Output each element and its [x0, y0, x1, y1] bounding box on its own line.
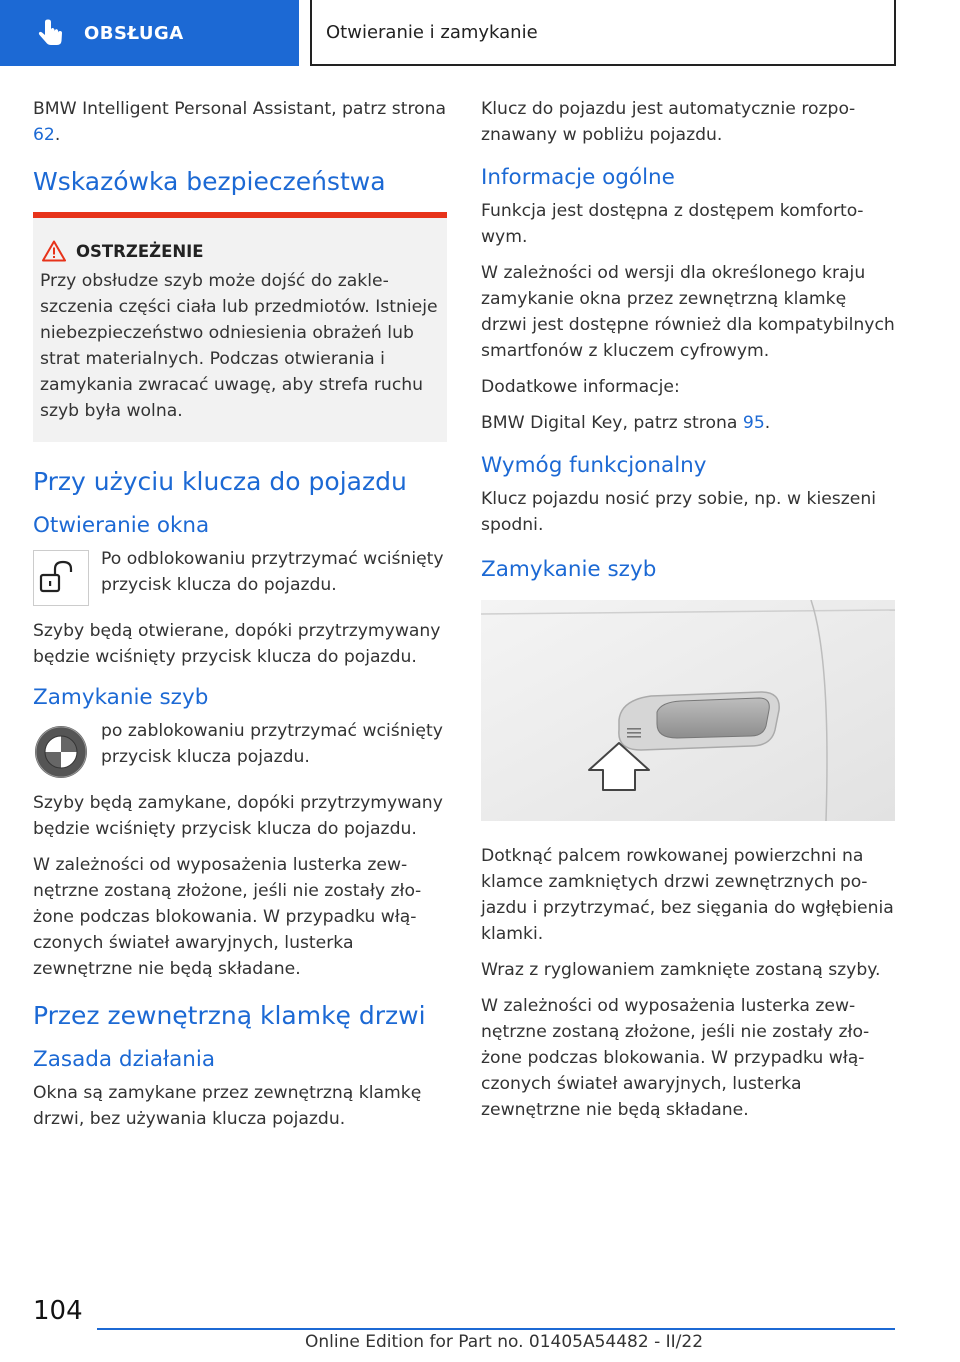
key-heading: Przy użyciu klucza do pojazdu: [33, 467, 407, 496]
warning-title: OSTRZEŻENIE: [76, 241, 204, 261]
footer-edition: Online Edition for Part no. 01405A54482 - II/22: [305, 1332, 704, 1352]
chapter-header: [310, 0, 896, 66]
warning-triangle-icon: [42, 240, 66, 262]
mirror-text-right: W zależności od wyposażenia lusterka zewnętrzne zostaną złożone, jeśli nie zostały złożone podczas blokowania. W przypadku włączonych świateł awaryjnych, lusterka zewnętrzne nie będą składane.: [481, 996, 870, 1120]
unlock-padlock-icon: [33, 550, 89, 606]
chapter-title: Otwieranie i zamykanie: [326, 21, 538, 43]
digital-key-end: .: [764, 413, 771, 433]
intro-end: .: [54, 125, 61, 145]
unlock-instruction: [33, 546, 447, 606]
intro-paragraph: [33, 96, 447, 148]
section-tab: [0, 0, 299, 66]
lock-text: Wraz z ryglowaniem zamknięte zostaną szyby.: [481, 960, 881, 980]
lock-instruction-text: po zablokowaniu przytrzymać wciśnięty przycisk klucza pojazdu.: [101, 721, 443, 767]
close-windows-heading-right: Zamykanie szyb: [481, 557, 657, 582]
digital-key-paragraph: [481, 410, 895, 436]
intro-text: BMW Intelligent Personal Assistant, patrz strona: [33, 99, 447, 119]
footer-divider: [97, 1328, 895, 1330]
left-column: [33, 96, 447, 1142]
page-link-95[interactable]: 95: [742, 413, 765, 433]
right-column: [481, 96, 895, 1133]
principle-heading: Zasada działania: [33, 1047, 216, 1072]
open-window-heading: Otwieranie okna: [33, 513, 210, 538]
requirement-heading: Wymóg funkcjonalny: [481, 453, 707, 478]
safety-heading: Wskazówka bezpieczeństwa: [33, 167, 386, 196]
more-info-text: Dodatkowe informacje:: [481, 377, 680, 397]
requirement-text: Klucz pojazdu nosić przy sobie, np. w kieszeni spodni.: [481, 489, 877, 535]
bmw-logo-icon: [33, 722, 89, 778]
general-text: Funkcja jest dostępna z dostępem komfortowym.: [481, 201, 864, 247]
digital-key-text: BMW Digital Key, patrz strona: [481, 413, 743, 433]
country-text: W zależności od wersji dla określonego kraju zamykanie okna przez zewnętrzną klamkę drzwi jest dostępne również dla kompatybilnych smartfonów z kluczem cyfrowym.: [481, 263, 895, 361]
touch-text: Dotknąć palcem rowkowanej powierzchni na klamce zamkniętych drzwi zewnętrznych pojazdu i przytrzymać, bez sięgania do wgłębienia klamki.: [481, 846, 894, 944]
mirror-text-left: W zależności od wyposażenia lusterka zewnętrzne zostaną złożone, jeśli nie zostały złożone podczas blokowania. W przypadku włączonych świateł awaryjnych, lusterka zewnętrzne nie będą składane.: [33, 855, 422, 979]
page-link-62[interactable]: 62: [33, 125, 55, 145]
handle-heading: Przez zewnętrzną klamkę drzwi: [33, 1001, 426, 1030]
section-title: OBSŁUGA: [84, 22, 184, 44]
warning-box: [33, 212, 447, 442]
key-detect-text: Klucz do pojazdu jest automatycznie rozpoznawany w pobliżu pojazdu.: [481, 99, 856, 145]
close-text: Szyby będą zamykane, dopóki przytrzymywany będzie wciśnięty przycisk klucza do pojazdu.: [33, 793, 443, 839]
lock-instruction: [33, 718, 447, 778]
warning-text: Przy obsłudze szyb może dojść do zakleszczenia części ciała lub przedmiotów. Istnieje niebezpieczeństwo odniesienia obrażeń lub strat materialnych. Podczas otwierania i zamykania zwracać uwagę, aby strefa ruchu szyb była wolna.: [40, 271, 438, 421]
principle-text: Okna są zamykane przez zewnętrzną klamkę drzwi, bez używania klucza pojazdu.: [33, 1083, 422, 1129]
close-windows-heading: Zamykanie szyb: [33, 685, 209, 710]
hand-pointer-icon: [36, 18, 66, 48]
general-info-heading: Informacje ogólne: [481, 165, 675, 190]
door-handle-illustration: [481, 600, 895, 821]
unlock-instruction-text: Po odblokowaniu przytrzymać wciśnięty przycisk klucza do pojazdu.: [101, 549, 444, 595]
open-text: Szyby będą otwierane, dopóki przytrzymywany będzie wciśnięty przycisk klucza do pojazdu.: [33, 621, 441, 667]
page-number: 104: [33, 1296, 83, 1326]
